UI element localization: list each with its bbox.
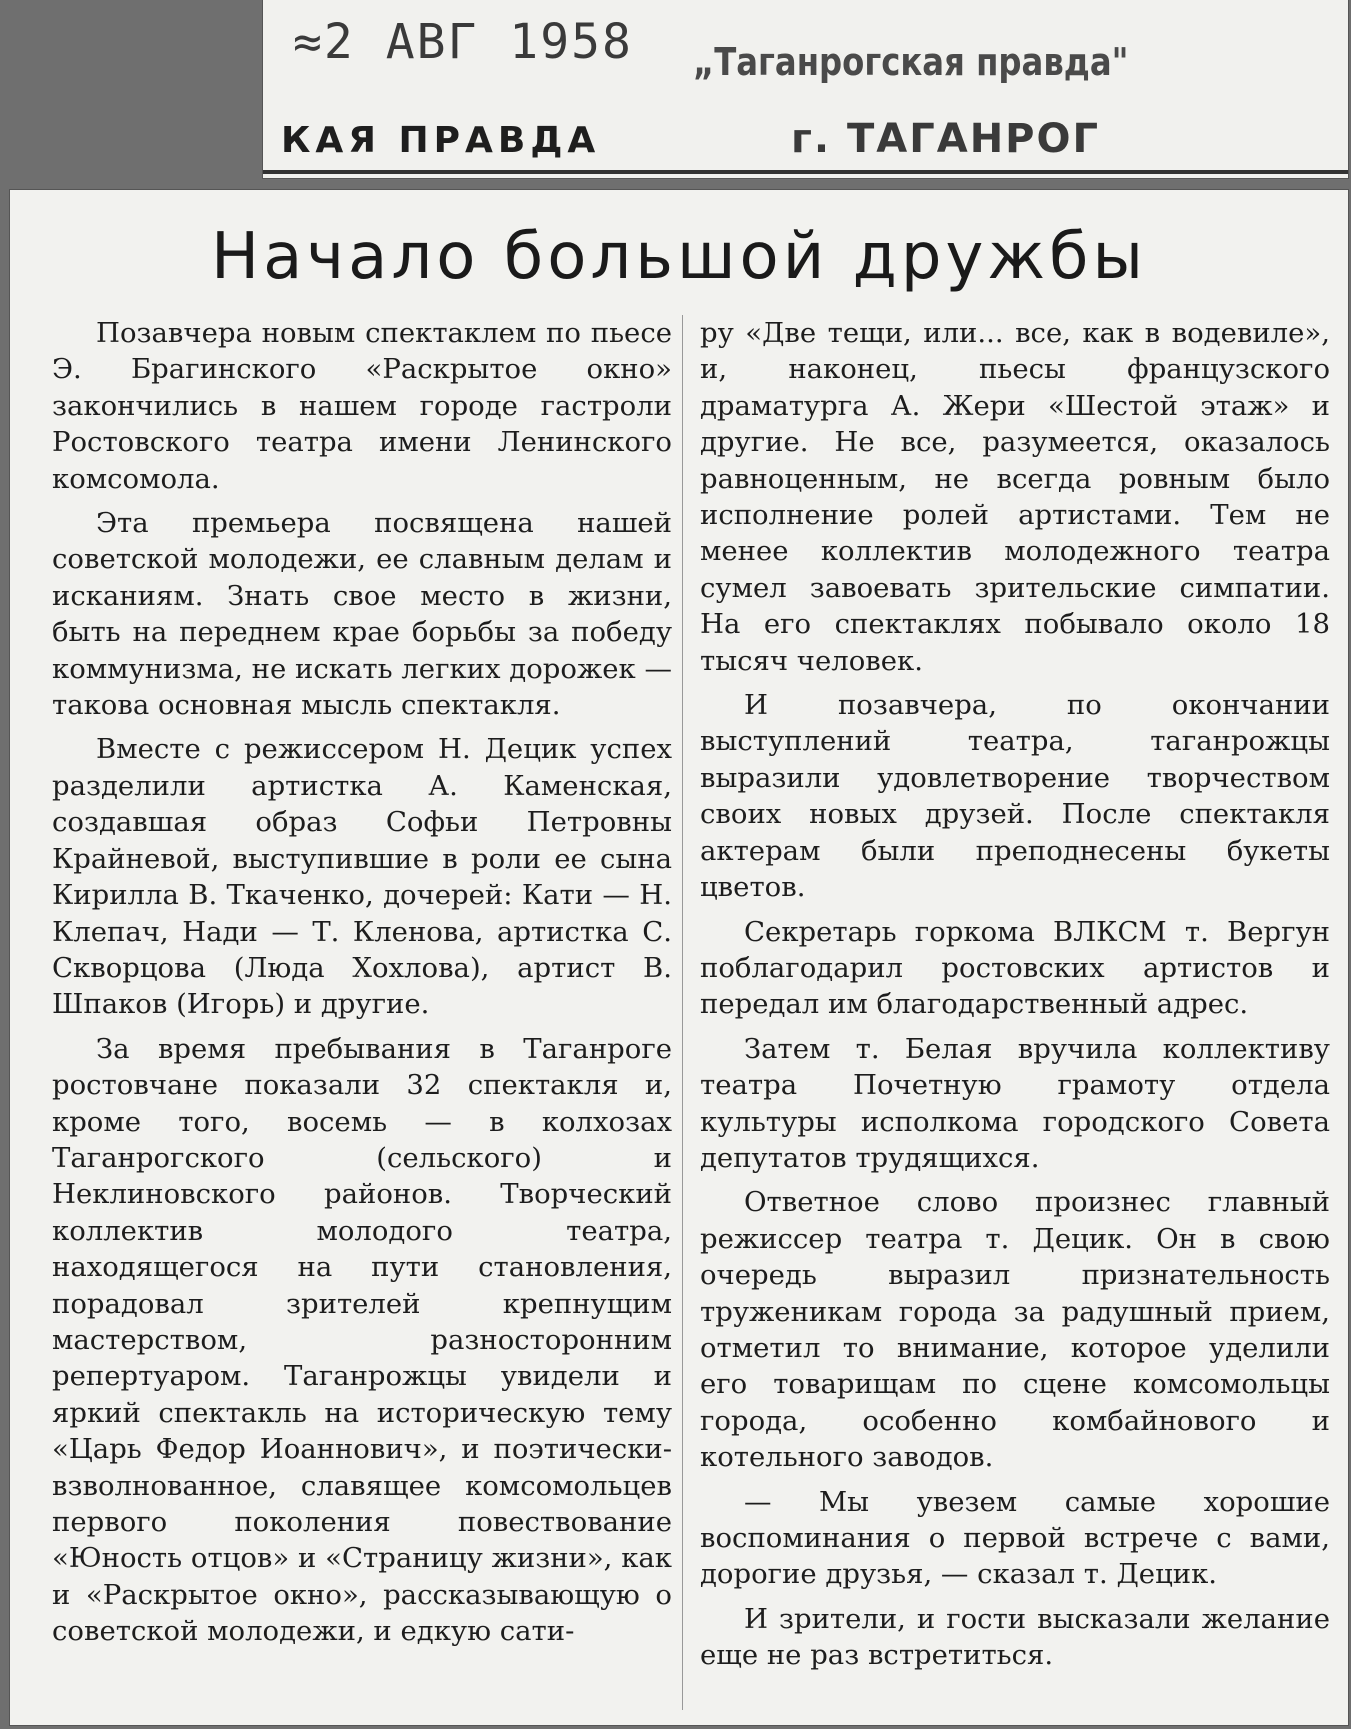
article-title: Начало большой дружбы [210, 220, 1148, 294]
article-column-left [52, 315, 672, 1650]
city-stamp: г. ТАГАНРОГ [791, 116, 1100, 162]
masthead-fragment: КАЯ ПРАВДА [281, 120, 601, 161]
article-paragraph: Позавчера новым спектаклем по пьесе Э. Брагинского «Раскрытое окно» закончились в нашем городе гастроли Ростовского театра имени Ленинского комсомола. [52, 317, 672, 495]
article-paragraph: Секретарь горкома ВЛКСМ т. Вергун поблагодарил ростовских артистов и передал им благодарственный адрес. [700, 915, 1330, 1021]
article-paragraph: Затем т. Белая вручила коллективу театра Почетную грамоту отдела культуры исполкома городского Совета депутатов трудящихся. [700, 1032, 1330, 1174]
article-paragraph: И зрители, и гости высказали желание еще не раз встретиться. [700, 1602, 1330, 1672]
column-divider [682, 315, 683, 1710]
article-clipping [10, 190, 1348, 1725]
article-paragraph: Эта премьера посвящена нашей советской молодежи, ее славным делам и исканиям. Знать свое место в жизни, быть на переднем крае борьбы за победу коммунизма, не искать легких дорожек — такова основная мысль спектакля. [52, 507, 672, 722]
article-paragraph: За время пребывания в Таганроге ростовчане показали 32 спектакля и, кроме того, восемь — в колхозах Таганрогского (сельского) и Неклиновского районов. Творческий коллектив молодого театра, находящегося на пути становления, порадовал зрителей крепнущим мастерством, разносторонним репертуаром. Таганрожцы увидели и яркий спектакль на историческую тему «Царь Федор Иоаннович», и поэтически-взволнованное, славящее комсомольцев первого поколения повествование «Юность отцов» и «Страницу жизни», как и «Раскрытое окно», рассказывающую о советской молодежи, и едкую сати- [52, 1032, 672, 1648]
masthead-rule [263, 170, 1348, 174]
article-paragraph: — Мы увезем самые хорошие воспоминания о первой встрече с вами, дорогие друзья, — сказал т. Децик. [700, 1485, 1330, 1591]
article-column-right [700, 315, 1330, 1674]
article-paragraph: Вместе с режиссером Н. Децик успех разделили артистка А. Каменская, создавшая образ Софьи Петровны Крайневой, выступившие в роли ее сына Кирилла В. Ткаченко, дочерей: Кати — Н. Клепач, Нади — Т. Кленова, артистка С. Скворцова (Люда Хохлова), артист В. Шпаков (Игорь) и другие. [52, 733, 672, 1021]
article-paragraph: И позавчера, по окончании выступлений театра, таганрожцы выразили удовлетворение творчеством своих новых друзей. После спектакля актерам были преподнесены букеты цветов. [700, 689, 1330, 904]
newspaper-name-stamp: „Таганрогская правда" [693, 40, 1129, 84]
article-paragraph-continuation: ру «Две тещи, или... все, как в водевиле», и, наконец, пьесы французского драматурга А. Жери «Шестой этаж» и другие. Не все, разумеется, оказалось равноценным, не всегда ровным было исполнение ролей артистами. Тем не менее коллектив молодежного театра сумел завоевать зрительские симпатии. На его спектаклях побывало около 18 тысяч человек. [700, 317, 1330, 677]
masthead-clipping [263, 0, 1348, 178]
date-stamp: ≈2 АВГ 1958 [293, 14, 633, 70]
article-paragraph: Ответное слово произнес главный режиссер театра т. Децик. Он в свою очередь выразил признательность труженикам города за радушный прием, отметил то внимание, которое уделили его товарищам по сцене комсомольцы города, особенно комбайнового и котельного заводов. [700, 1186, 1330, 1474]
